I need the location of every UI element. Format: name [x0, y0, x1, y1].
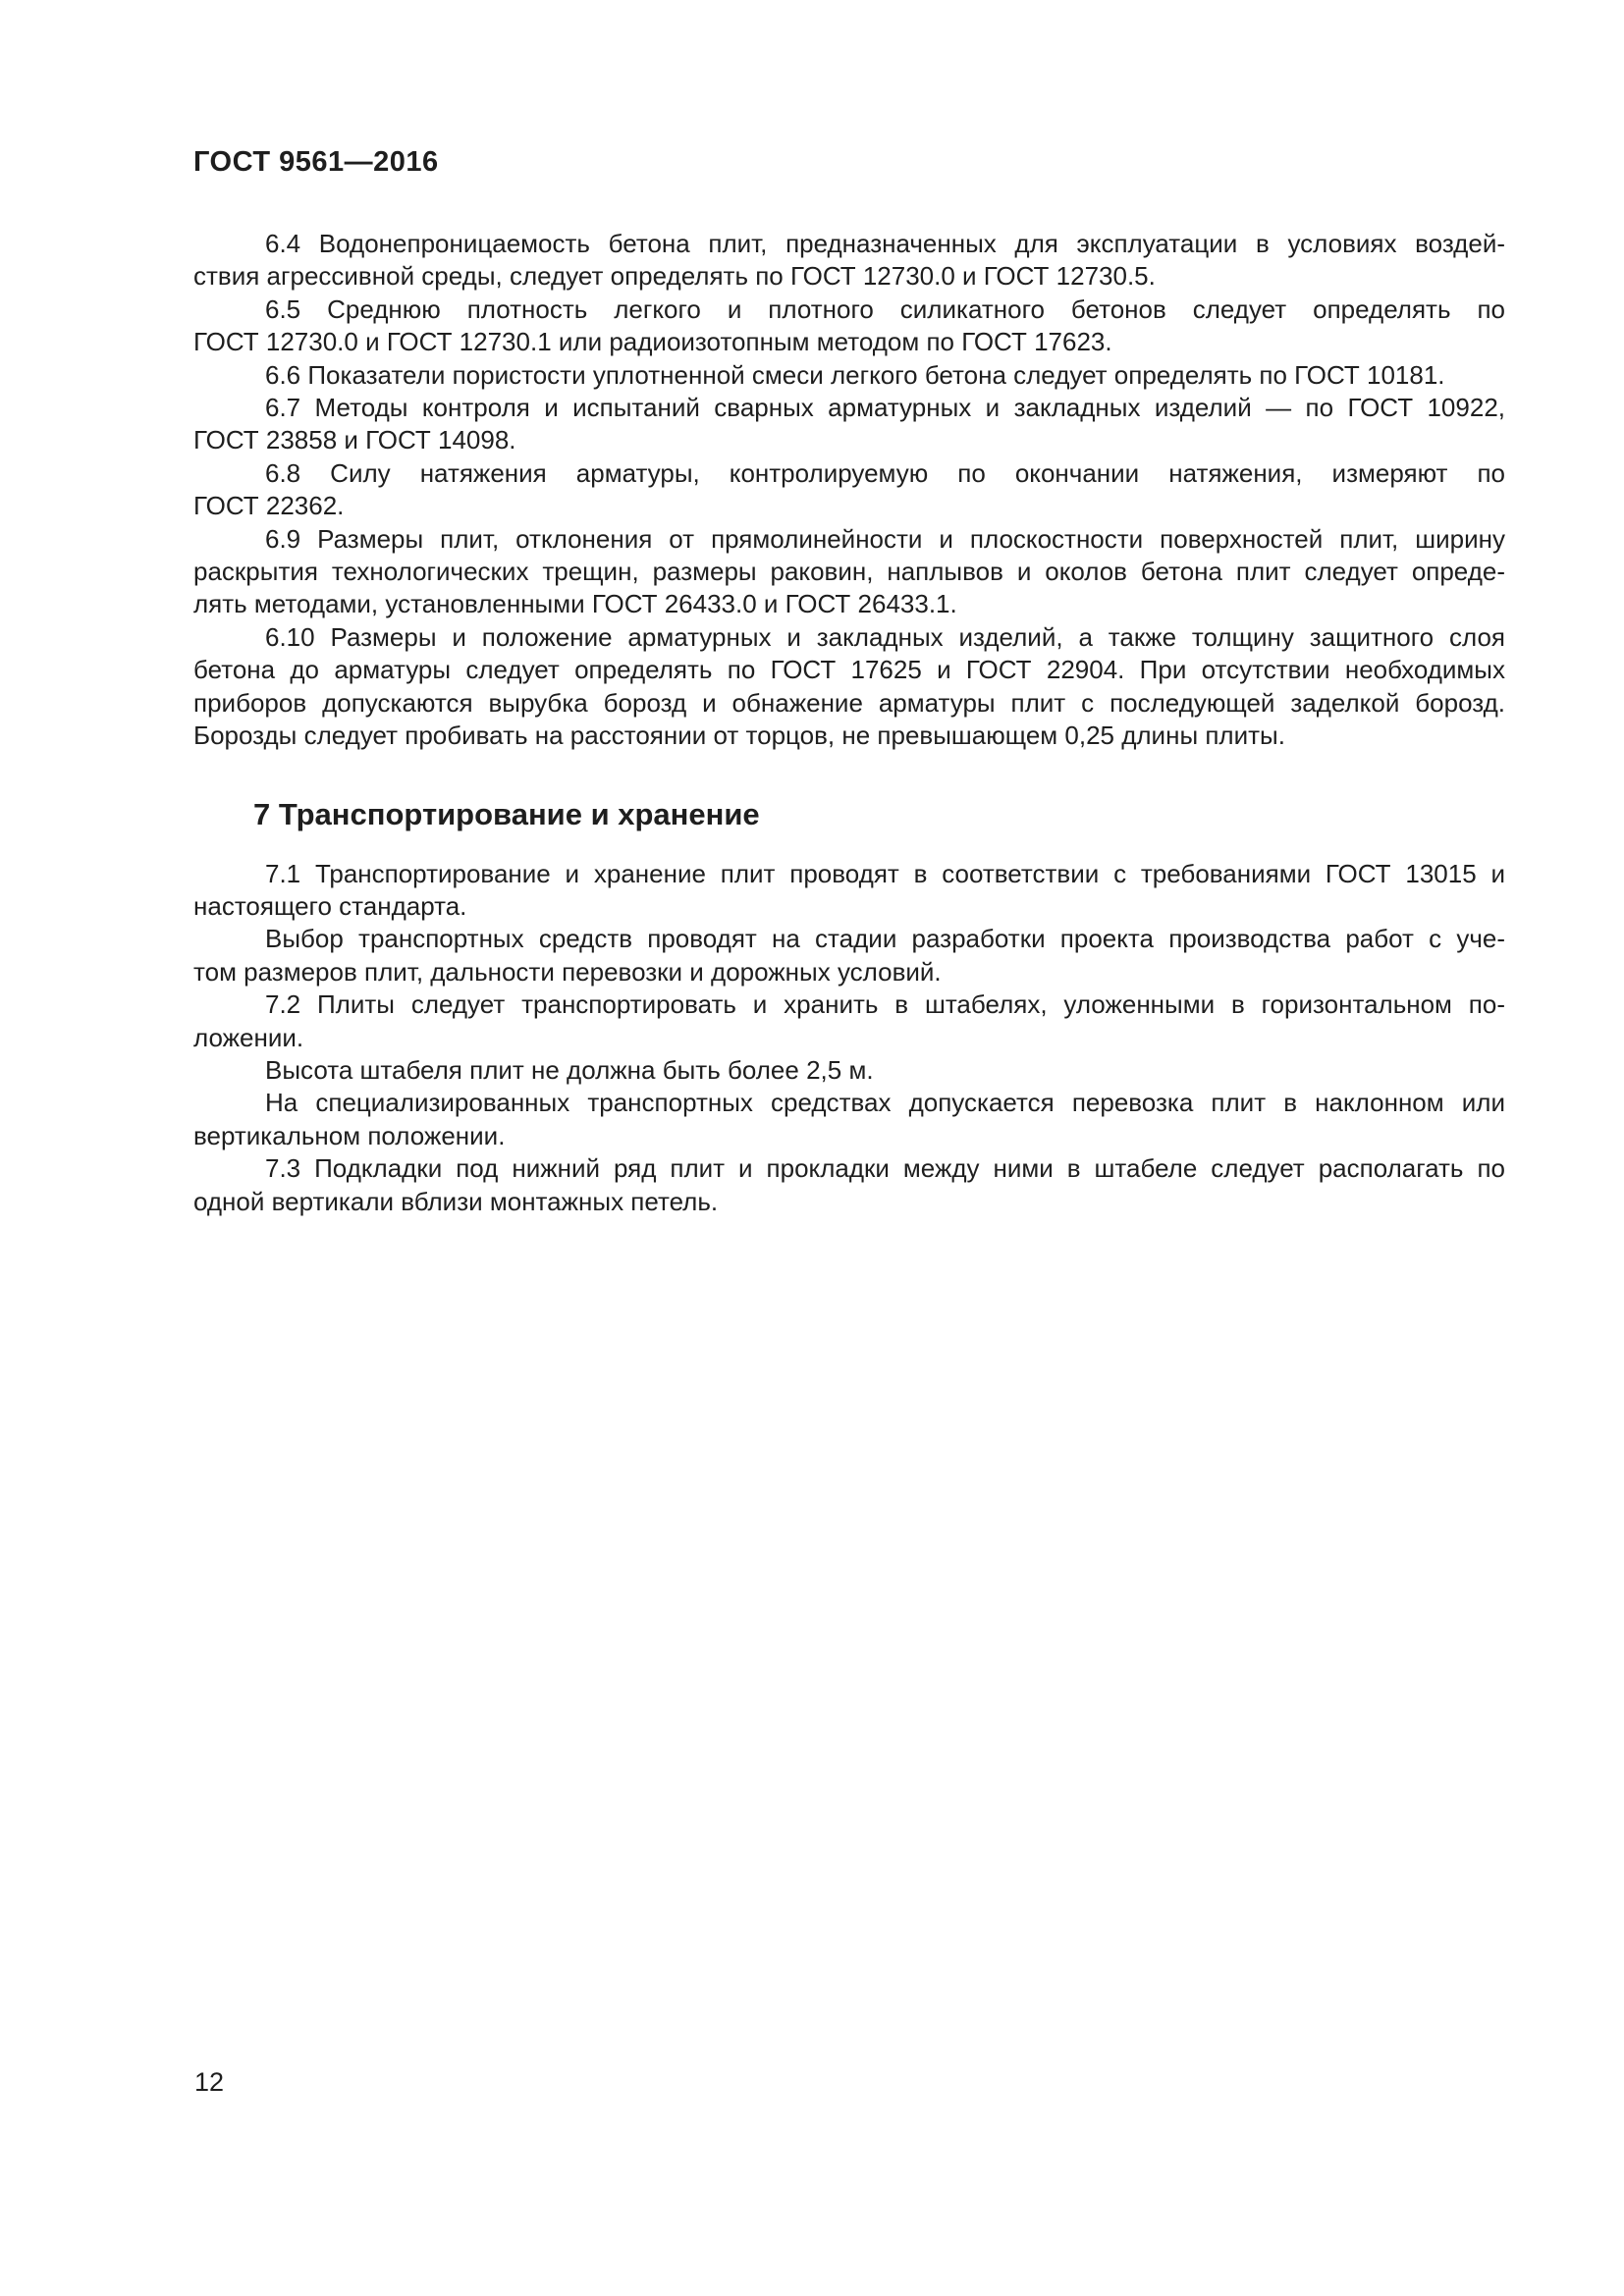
text-line: лять методами, установленными ГОСТ 26433.0 и ГОСТ 26433.1. [193, 589, 957, 619]
paragraph [193, 1152, 1505, 1218]
text-line: 7.3 Подкладки под нижний ряд плит и прокладки между ними в штабеле следует располагать по [265, 1153, 1505, 1184]
document-body [193, 228, 1505, 1218]
text-line: раскрытия технологических трещин, размеры раковин, наплывов и околов бетона плит следует опреде- [193, 557, 1505, 587]
text-line: 6.5 Среднюю плотность легкого и плотного силикатного бетонов следует определять по [265, 294, 1505, 324]
paragraph [193, 923, 1505, 988]
text-line: ложении. [193, 1022, 304, 1052]
paragraph [193, 457, 1505, 523]
paragraph [193, 621, 1505, 753]
paragraph [193, 523, 1505, 621]
text-line: Борозды следует пробивать на расстоянии от торцов, не превышающем 0,25 длины плиты. [193, 721, 1285, 751]
paragraph [193, 988, 1505, 1054]
text-line: приборов допускаются вырубка борозд и обнажение арматуры плит с последующей заделкой борозд. [193, 687, 1505, 718]
paragraph [193, 1087, 1505, 1152]
text-line: 7.1 Транспортирование и хранение плит проводят в соответствии с требованиями ГОСТ 13015 и [265, 858, 1505, 888]
text-line: 6.4 Водонепроницаемость бетона плит, предназначенных для эксплуатации в условиях воздей- [265, 229, 1505, 258]
paragraph [193, 359, 1505, 392]
text-line: 6.8 Силу натяжения арматуры, контролируемую по окончании натяжения, измеряют по [265, 457, 1505, 488]
text-line: вертикальном положении. [193, 1120, 506, 1150]
running-header: ГОСТ 9561—2016 [193, 146, 439, 178]
text-line: Высота штабеля плит не должна быть более 2,5 м. [265, 1054, 874, 1085]
paragraph [193, 228, 1505, 294]
text-line: 6.6 Показатели пористости уплотненной смеси легкого бетона следует определять по ГОСТ 10181. [265, 359, 1445, 390]
text-line: одной вертикали вблизи монтажных петель. [193, 1186, 719, 1216]
text-line: Выбор транспортных средств проводят на стадии разработки проекта производства работ с уче- [265, 924, 1505, 954]
paragraph [193, 294, 1505, 359]
text-line: ствия агрессивной среды, следует определять по ГОСТ 12730.0 и ГОСТ 12730.5. [193, 261, 1156, 292]
text-line: том размеров плит, дальности перевозки и дорожных условий. [193, 956, 942, 987]
text-line: ГОСТ 23858 и ГОСТ 14098. [193, 425, 516, 455]
text-line: 6.10 Размеры и положение арматурных и закладных изделий, а также толщину защитного слоя [265, 621, 1505, 652]
paragraph [193, 392, 1505, 457]
paragraph [193, 1054, 1505, 1087]
text-line: 7.2 Плиты следует транспортировать и хранить в штабелях, уложенными в горизонтальном по- [265, 989, 1505, 1020]
text-line: 6.7 Методы контроля и испытаний сварных арматурных и закладных изделий — по ГОСТ 10922, [265, 393, 1505, 423]
text-line: На специализированных транспортных средствах допускается перевозка плит в наклонном или [265, 1088, 1505, 1118]
text-line: ГОСТ 12730.0 и ГОСТ 12730.1 или радиоизотопным методом по ГОСТ 17623. [193, 327, 1112, 357]
text-line: ГОСТ 22362. [193, 491, 345, 521]
text-line: бетона до арматуры следует определять по ГОСТ 17625 и ГОСТ 22904. При отсутствии необходимых [193, 655, 1505, 685]
paragraph [193, 858, 1505, 924]
text-line: 6.9 Размеры плит, отклонения от прямолинейности и плоскостности поверхностей плит, ширину [265, 523, 1505, 554]
page-number: 12 [194, 2067, 225, 2097]
text-line: настоящего стандарта. [193, 890, 467, 921]
section-heading: 7 Транспортирование и хранение [253, 796, 760, 831]
